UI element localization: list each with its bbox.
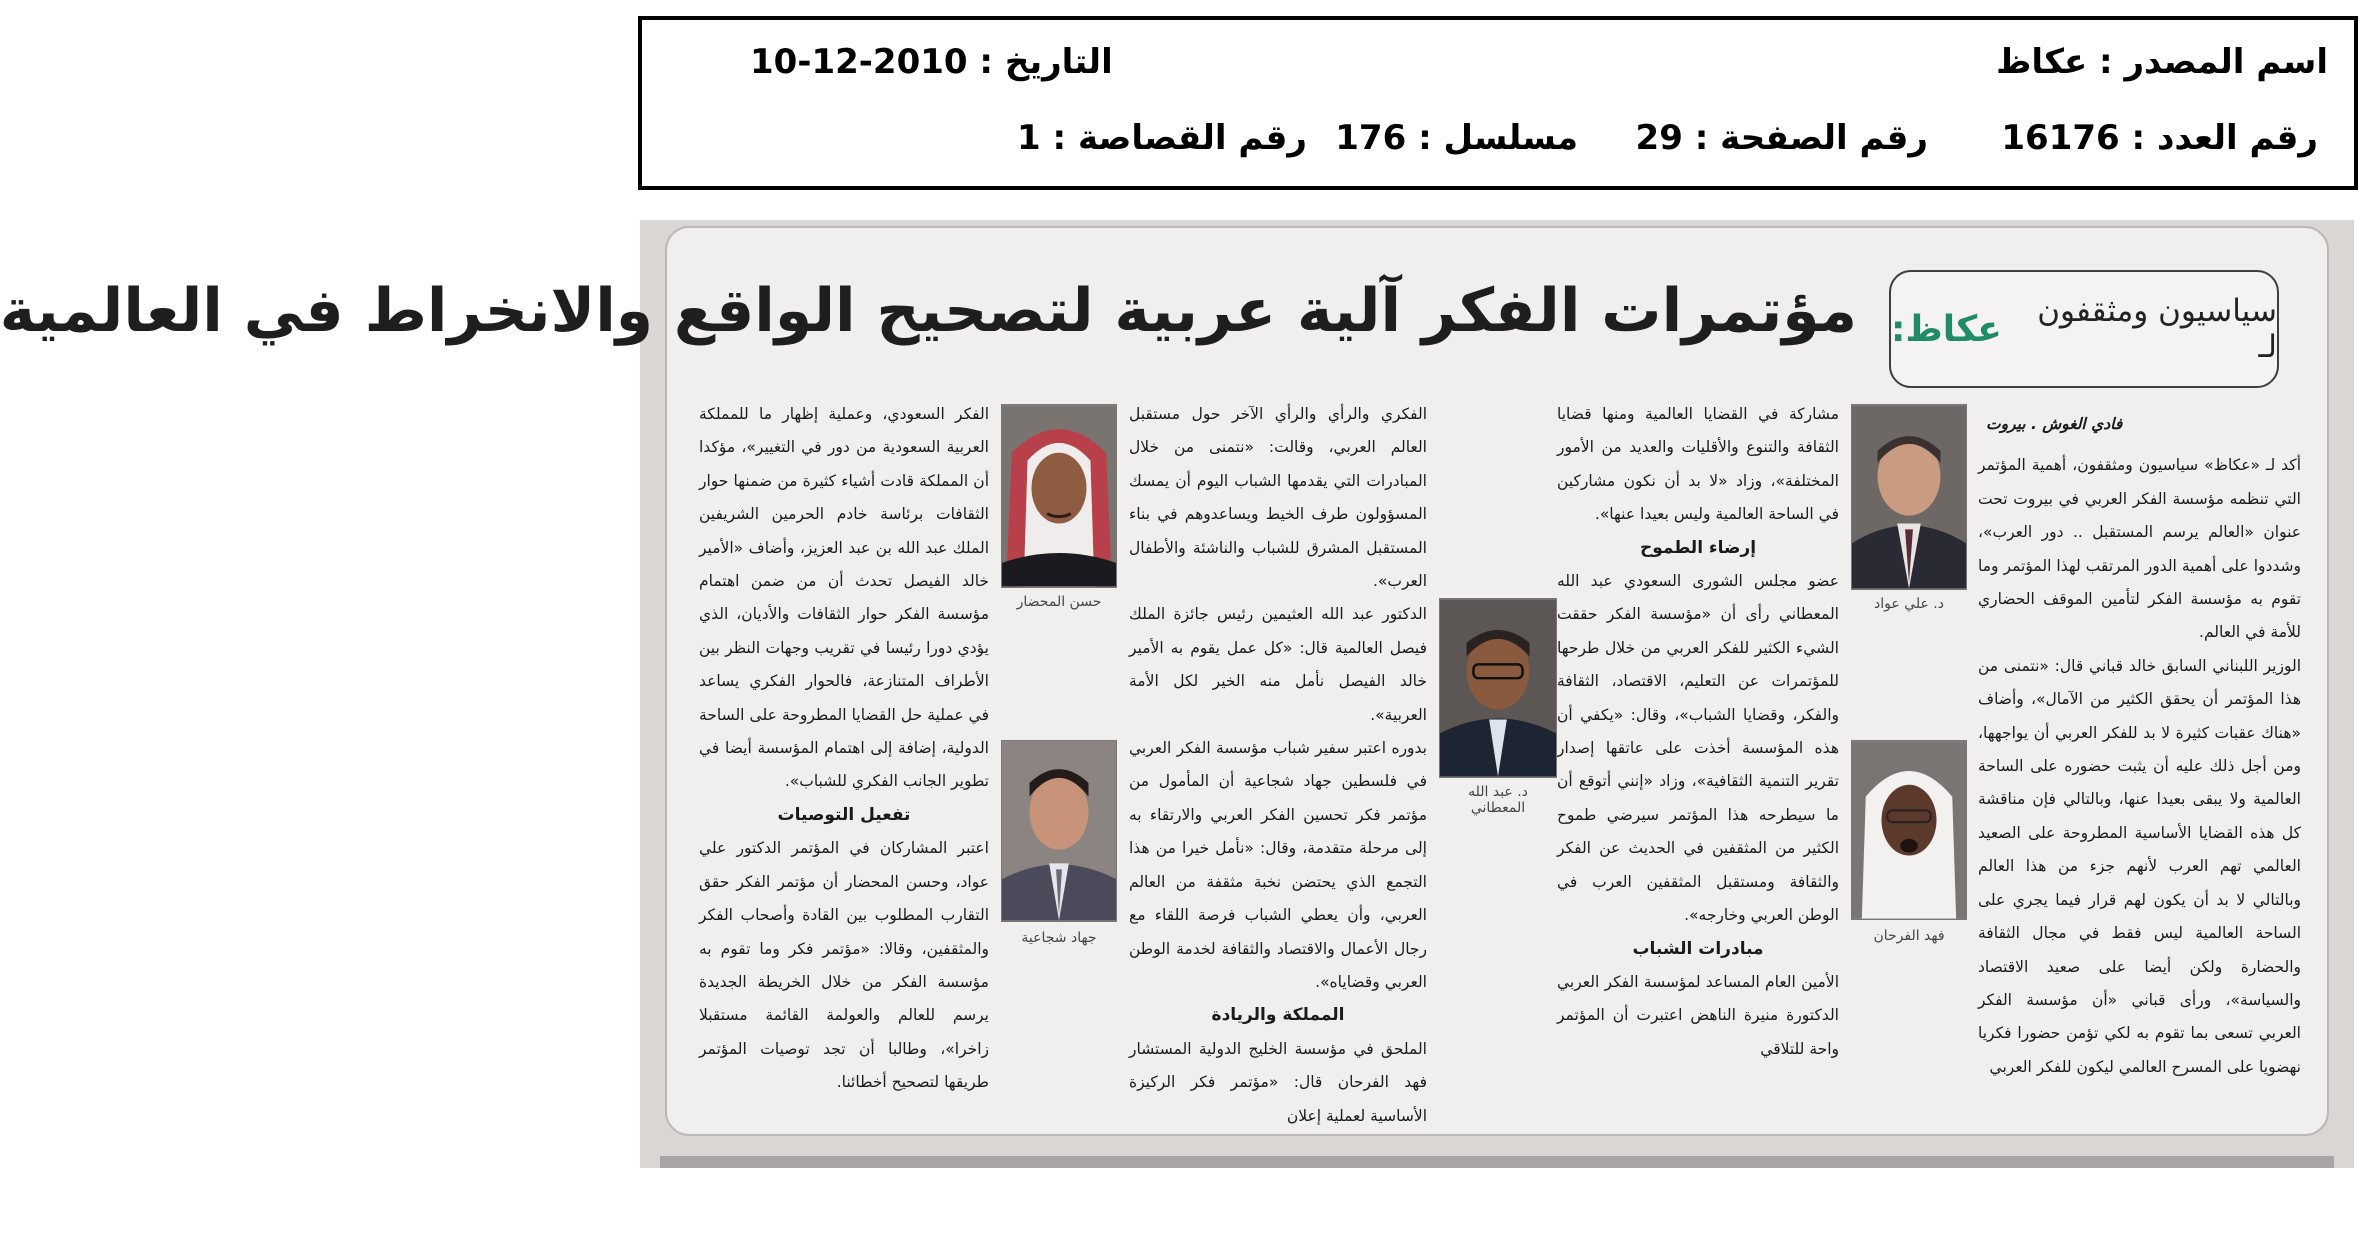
- portrait-image: [1002, 741, 1116, 921]
- section-tag: [1889, 270, 2279, 388]
- subheading-recommendations: تفعيل التوصيات: [777, 804, 911, 825]
- photo-ali-awad: [1851, 404, 1967, 590]
- paragraph: مشاركة في القضايا العالمية ومنها قضايا الثقافة والتنوع والأقليات والعديد من الأمور المختلفة»، وزاد «لا بد أن نكون مشاركين في الساحة العالمية وليس بعيدا عنها».: [1557, 405, 1839, 524]
- newspaper-clipping: [0, 220, 2354, 1168]
- paragraph: الملحق في مؤسسة الخليج الدولية المستشار فهد الفرحان قال: «مؤتمر فكر الركيزة الأساسية لعملية إعلان: [1129, 1039, 1427, 1125]
- article-column-3: [1129, 398, 1427, 1133]
- paragraph: الوزير اللبناني السابق خالد قباني قال: «نتمنى من هذا المؤتمر أن يحقق الكثير من الآمال»، وأضاف «هناك عقبات كثيرة لا بد للفكر العربي أن يواجهها، ومن أجل ذلك عليه أن يثبت حضوره على الساحة العالمية ولا يبقى بعيدا عنها، وبالتالي فإن مناقشة كل هذه القضايا الأساسية المطروحة على الصعيد العالمي تهم العرب لأنهم جزء من هذا العالم وبالتالي لا بد أن يكون لهم قرار فيما يجري على الساحة العالمية ليس فقط في مجال الثقافة والحضارة ولكن أيضا على صعيد الاقتصاد والسياسة»، ورأى قباني «أن مؤسسة الفكر العربي تسعى بما تقوم به لكي تؤمن حضورا فكريا نهضويا على المسرح العالمي ليكون للفكر العربي: [1978, 656, 2301, 1076]
- paragraph: اعتبر المشاركان في المؤتمر الدكتور علي عواد، وحسن المحضار أن مؤتمر الفكر حقق التقارب المطلوب بين القادة وأصحاب الفكر والمثقفين، وقالا: «مؤتمر فكر وما تقوم به مؤسسة الفكر من خلال الخريطة الجديدة يرسم للعالم والعولمة القائمة مستقبلا زاخرا»، وطالبا أن تجد توصيات المؤتمر طريقها لتصحيح أخطائنا.: [699, 839, 989, 1092]
- portrait-image: [1002, 405, 1116, 587]
- okaz-logo: عكاظ:: [1891, 308, 2002, 350]
- article-byline: فادي الغوش . بيروت: [1986, 415, 2123, 433]
- subheading-ambition: إرضاء الطموح: [1639, 537, 1757, 558]
- clipping-number: رقم القصاصة : 1: [1017, 118, 1307, 158]
- subheading-youth-initiatives: مبادرات الشباب: [1632, 938, 1764, 959]
- page-number: رقم الصفحة : 29: [1635, 118, 1928, 158]
- paragraph: الأمين العام المساعد لمؤسسة الفكر العربي الدكتورة منيرة الناهض اعتبرت أن المؤتمر واحة للتلاقي: [1557, 972, 1839, 1058]
- source-name: اسم المصدر : عكاظ: [1996, 42, 2328, 82]
- section-tag-text: سياسيون ومثقفون لـ: [2037, 293, 2277, 365]
- article-panel: [0, 226, 2329, 1136]
- paragraph: أكد لـ «عكاظ» سياسيون ومثقفون، أهمية المؤتمر التي تنظمه مؤسسة الفكر العربي في بيروت تحت عنوان «العالم يرسم المستقبل .. دور العرب»، وشددوا على أهمية الدور المرتقب لهذا المؤتمر وما تقوم به مؤسسة الفكر لتأمين الموقف الحضاري للأمة في العالم.: [1978, 456, 2301, 642]
- portrait-image: [1852, 741, 1966, 919]
- clipping-metadata-box: [638, 16, 2358, 190]
- photo-jihad-shujaia: [1001, 740, 1117, 922]
- photo-hasan-mihdar: [1001, 404, 1117, 588]
- photo-caption: فهد الفرحان: [1873, 928, 1945, 944]
- photo-fahd-farhan: [1851, 740, 1967, 920]
- paragraph: الفكر السعودي، وعملية إظهار ما للمملكة العربية السعودية من دور في التغيير»، مؤكدا أن المملكة قادت أشياء كثيرة من ضمنها حوار الثقافات برئاسة خادم الحرمين الشريفين الملك عبد الله بن عبد العزيز، وأضاف «الأمير خالد الفيصل تحدث أن من ضمن اهتمام مؤسسة الفكر حوار الثقافات والأديان، الذي يؤدي دورا رئيسا في تقريب وجهات النظر بين الأطراف المتنازعة، فالحوار الفكري يساعد في عملية حل القضايا المطروحة على الساحة الدولية، إضافة إلى اهتمام المؤسسة أيضا في تطوير الجانب الفكري للشباب».: [699, 405, 989, 791]
- issue-number: رقم العدد : 16176: [2001, 118, 2318, 158]
- photo-caption: د. عبد الله المعطاني: [1468, 784, 1528, 816]
- clipping-bottom-edge: [660, 1156, 2334, 1168]
- photo-caption: د. علي عواد: [1874, 596, 1944, 612]
- article-column-4: [699, 398, 989, 1100]
- article-headline: مؤتمرات الفكر آلية عربية لتصحيح الواقع والانخراط في العالمية: [0, 276, 1857, 346]
- photo-caption: جهاد شجاعية: [1021, 930, 1097, 946]
- paragraph: عضو مجلس الشورى السعودي عبد الله المعطاني رأى أن «مؤسسة الفكر حققت الشيء الكثير للفكر العربي من خلال طرحها للمؤتمرات عن التعليم، الاقتصاد، الثقافة والفكر، وقضايا الشباب»، وقال: «يكفي أن هذه المؤسسة أخذت على عاتقها إصدار تقرير التنمية الثقافية»، وزاد «إنني أتوقع أن ما سيطرحه هذا المؤتمر سيرضي طموح الكثير من المثقفين في الحديث عن الفكر والثقافة ومستقبل المثقفين العرب في الوطن العربي وخارجه».: [1557, 572, 1839, 925]
- article-column-2: [1557, 398, 1839, 1066]
- portrait-image: [1440, 599, 1556, 777]
- clipping-date: التاريخ : 2010-12-10: [750, 42, 1113, 82]
- paragraph: الفكري والرأي والرأي الآخر حول مستقبل العالم العربي، وقالت: «نتمنى من خلال المبادرات التي يقدمها الشباب اليوم أن يمسك المسؤولون طرف الخيط ويساعدوهم في بناء المستقبل المشرق للشباب والناشئة والأطفال العرب».: [1129, 405, 1427, 591]
- paragraph: الدكتور عبد الله العثيمين رئيس جائزة الملك فيصل العالمية قال: «كل عمل يقوم به الأمير خالد الفيصل نأمل منه الخير لكل الأمة العربية».: [1129, 605, 1427, 724]
- photo-abdullah-muatani: [1439, 598, 1557, 778]
- paragraph: بدوره اعتبر سفير شباب مؤسسة الفكر العربي في فلسطين جهاد شجاعية أن المأمول من مؤتمر فكر تحسين الفكر العربي والارتقاء به إلى مرحلة متقدمة، وقال: «نأمل خيرا من هذا التجمع الذي يحتضن نخبة مثقفة من العالم العربي، وأن يعطي الشباب فرصة اللقاء مع رجال الأعمال والاقتصاد والثقافة لخدمة الوطن العربي وقضاياه».: [1129, 739, 1427, 991]
- subheading-kingdom-leadership: المملكة والريادة: [1211, 1005, 1345, 1026]
- serial-number: مسلسل : 176: [1335, 118, 1578, 158]
- portrait-image: [1852, 405, 1966, 589]
- article-column-1: [1978, 408, 2301, 1084]
- photo-caption: حسن المحضار: [1016, 594, 1102, 610]
